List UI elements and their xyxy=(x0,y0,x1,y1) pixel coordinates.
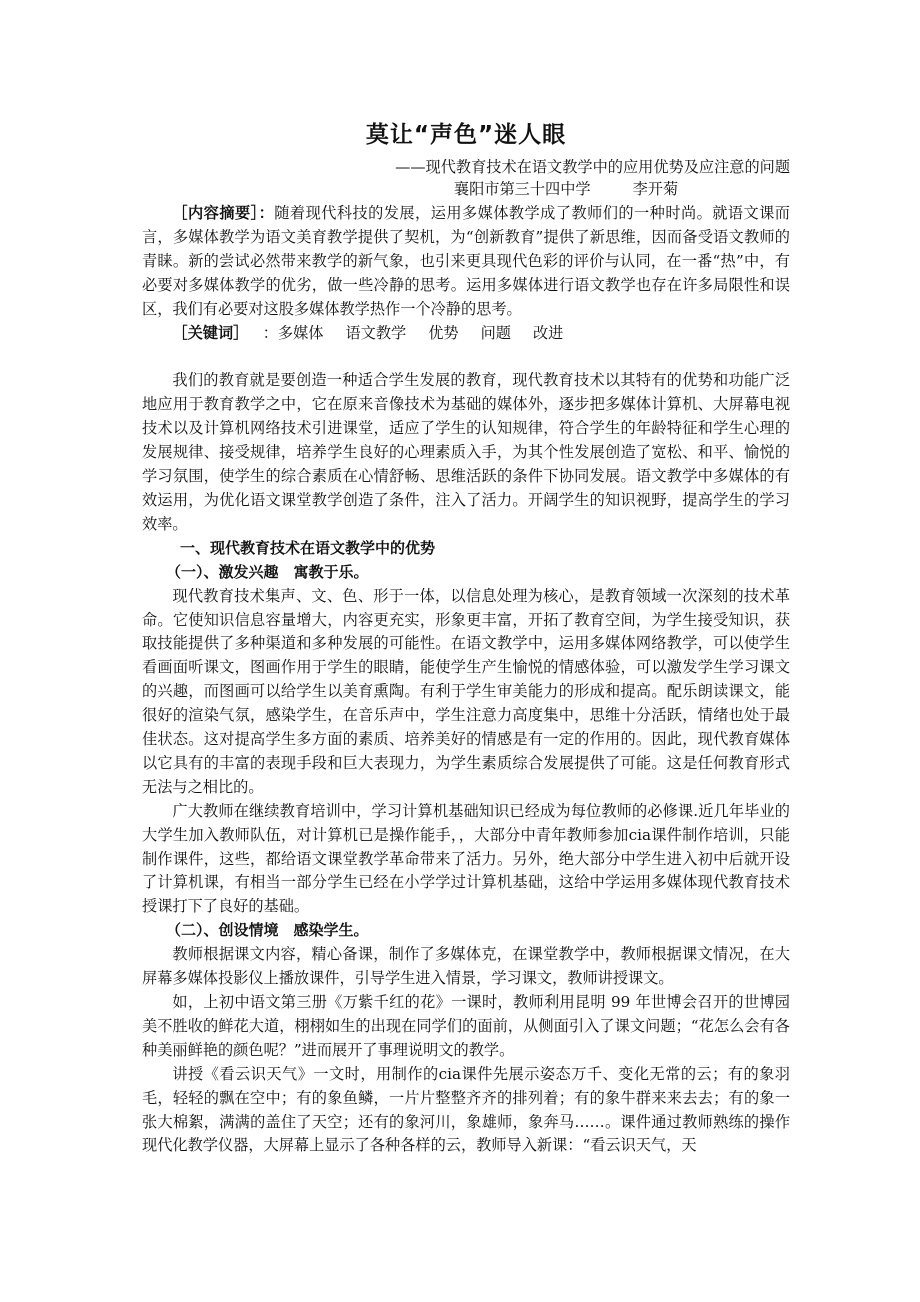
section-heading: 一、现代教育技术在语文教学中的优势 xyxy=(180,538,436,557)
abstract-label: ［内容摘要］： xyxy=(172,204,275,222)
keywords xyxy=(142,322,790,346)
intro-paragraph: 我们的教育就是要创造一种适合学生发展的教育，现代教育技术以其特有的优势和功能广泛地应用于教育教学之中，它在原来音像技术为基础的媒体外，逐步把多媒体计算机、大屏幕电视技术以及计算机网络技术引进课堂，适应了学生的认知规律，符合学生的年龄特征和学生心理的发展规律、接受规律，培养学生良好的心理素质入手，为其个性发展创造了宽松、和平、愉悦的学习氛围，使学生的综合素质在心情舒畅、思维活跃的条件下协同发展。语文教学中多媒体的有效运用，为优化语文课堂教学创造了条件，注入了活力。开阔学生的知识视野，提高学生的学习效率。 xyxy=(142,371,790,533)
document-subtitle: ——现代教育技术在语文教学中的应用优势及应注意的问题 xyxy=(395,158,790,176)
body-paragraph: 广大教师在继续教育培训中，学习计算机基础知识已经成为每位教师的必修课.近几年毕业的大学生加入教师队伍，对计算机已是操作能手，，大部分中青年教师参加cia课件制作培训，只能制作课件，这些，都给语文课堂教学革命带来了活力。另外，绝大部分中学生进入初中后就开设了计算机课，有相当一部分学生已经在小学学过计算机基础，这给中学运用多媒体现代教育技术授课打下了良好的基础。 xyxy=(142,801,790,916)
keyword-item: ：多媒体 xyxy=(262,323,324,342)
author-school: 襄阳市第三十四中学 xyxy=(453,180,591,198)
abstract xyxy=(142,202,790,322)
keyword-item: 改进 xyxy=(532,323,564,342)
spacer xyxy=(142,345,790,369)
keyword-item: 优势 xyxy=(428,323,459,342)
subsection-heading: （二）、创设情境 感染学生。 xyxy=(166,921,369,940)
body-paragraph: 如，上初中语文第三册《万紫千红的花》一课时，教师利用昆明 99 年世博会召开的世博园美不胜收的鲜花大道，栩栩如生的出现在同学们的面前，从侧面引入了课文问题；“花怎么会有各种美丽鲜艳的颜色呢？”进而展开了事理说明文的教学。 xyxy=(142,993,790,1059)
author-name: 李开菊 xyxy=(632,180,679,198)
author-line xyxy=(142,178,790,200)
keyword-item: 问题 xyxy=(480,323,511,342)
subsection-heading: （一）、激发兴趣 寓教于乐。 xyxy=(166,562,369,581)
body-paragraph: 讲授《看云识天气》一文时，用制作的cia课件先展示姿态万千、变化无常的云；有的象羽毛，轻轻的飘在空中；有的象鱼鳞，一片片整整齐齐的排列着；有的象牛群来来去去；有的象一张大棉絮，满满的盖住了天空；还有的象河川，象雄师，象奔马……。课件通过教师熟练的操作现代化教学仪器，大屏幕上显示了各种各样的云，教师导入新课：“看云识天气，天 xyxy=(142,1064,790,1155)
keywords-label: ［关键词］ xyxy=(172,323,241,342)
body-paragraph: 教师根据课文内容，精心备课，制作了多媒体克，在课堂教学中，教师根据课文情况，在大屏幕多媒体投影仪上播放课件，引导学生进入情景，学习课文，教师讲授课文。 xyxy=(142,945,790,988)
document-page xyxy=(142,118,790,1158)
keyword-item: 语文教学 xyxy=(345,323,407,342)
abstract-text: 随着现代科技的发展，运用多媒体教学成了教师们的一种时尚。就语文课而言，多媒体教学为语文美育教学提供了契机，为“创新教育”提供了新思维，因而备受语文教师的青睐。新的尝试必然带来教学的新气象，也引来更具现代色彩的评价与认同，在一番“热”中，有必要对多媒体教学的优劣，做一些冷静的思考。运用多媒体进行语文教学也存在许多局限性和误区，我们有必要对这股多媒体教学热作一个冷静的思考。 xyxy=(142,204,790,318)
document-title: 莫让“声色”迷人眼 xyxy=(365,122,567,148)
body-paragraph: 现代教育技术集声、文、色、形于一体，以信息处理为核心，是教育领域一次深刻的技术革命。它使知识信息容量增大，内容更充实，形象更丰富，开拓了教育空间，为学生接受知识，获取技能提供了多种渠道和多种发展的可能性。在语文教学中，运用多媒体网络教学，可以使学生看画面听课文，图画作用于学生的眼睛，能使学生产生愉悦的情感体验，可以激发学生学习课文的兴趣，而图画可以给学生以美育熏陶。有利于学生审美能力的形成和提高。配乐朗读课文，能很好的渲染气氛，感染学生，在音乐声中，学生注意力高度集中，思维十分活跃，情绪也处于最佳状态。这对提高学生多方面的素质、培养美好的情感是有一定的作用的。因此，现代教育媒体以它具有的丰富的表现手段和巨大表现力，为学生素质综合发展提供了可能。这是任何教育形式无法与之相比的。 xyxy=(142,586,790,796)
